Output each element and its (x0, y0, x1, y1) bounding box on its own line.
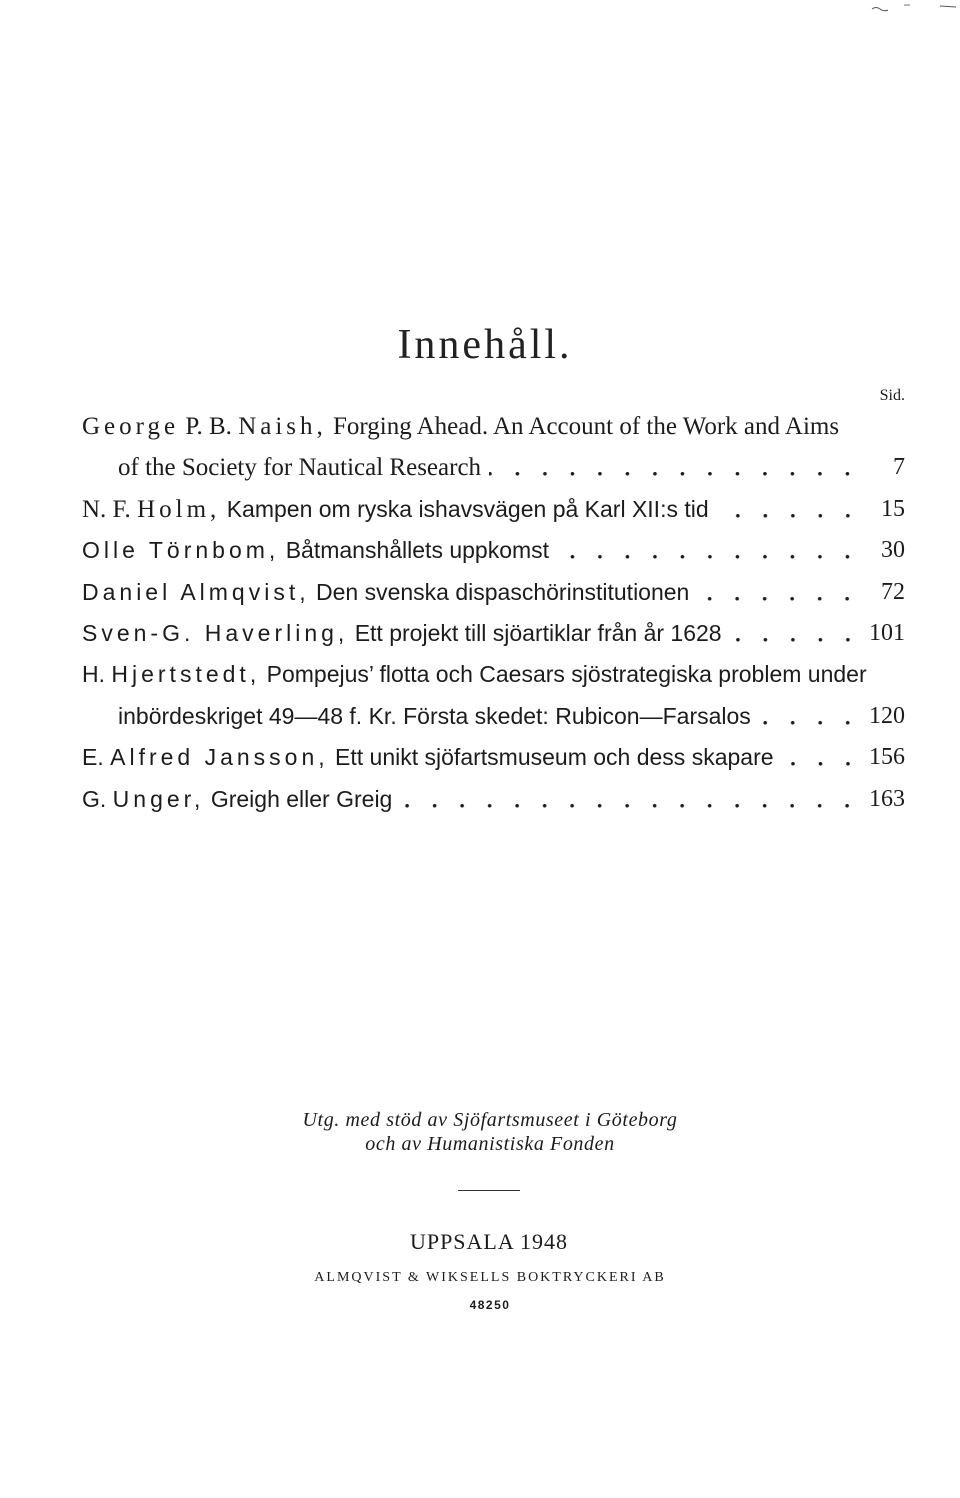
page-number: 30 (881, 537, 905, 564)
author-name: Sven-G. Haverling, (82, 619, 349, 646)
author-initials: G. (82, 785, 107, 812)
imprint-place-year: UPPSALA 1948 (409, 1229, 569, 1254)
entry-title: Greigh eller Greig (210, 785, 393, 812)
entry-title-continued: of the Society for Nautical Research (118, 454, 482, 482)
author-initials: N. F. (82, 495, 131, 523)
entry-title: Pompejus’ flotta och Caesars sjöstrategiska problem under (266, 661, 867, 688)
entry-title: Ett projekt till sjöartiklar från år 1628 (354, 619, 722, 646)
toc-line (82, 406, 905, 447)
dot-leader (782, 737, 853, 778)
page-number: 7 (893, 454, 905, 481)
support-line: och av Humanistiska Fonden (365, 1133, 615, 1155)
page-number: 101 (869, 619, 905, 646)
publication-support-note (0, 1108, 960, 1156)
entry-title: Ett unikt sjöfartsmuseum och dess skapare (335, 744, 774, 771)
toc-entry-text (82, 572, 689, 613)
dot-leader (717, 489, 853, 530)
toc-line (82, 489, 905, 530)
author-name: Alfred Jansson, (110, 744, 329, 771)
author-surname: Naish, (238, 413, 327, 440)
entry-title: Den svenska dispaschörinstitutionen (316, 578, 690, 605)
toc-line (82, 530, 905, 571)
support-line: Utg. med stöd av Sjöfartsmuseet i Göteborg (302, 1109, 678, 1131)
author-first-name: George (82, 413, 180, 440)
imprint-printer: ALMQVIST & WIKSELLS BOKTRYCKERI AB (314, 1270, 666, 1285)
author-initials: H. (82, 661, 105, 688)
dot-leader (557, 530, 853, 571)
toc-line (82, 613, 905, 654)
author-initials: P. B. (185, 413, 232, 440)
author-name: Olle Törnbom, (82, 537, 280, 564)
table-of-contents (82, 406, 905, 820)
toc-entry-text (82, 406, 839, 447)
dot-leader (759, 696, 853, 737)
imprint-print-number: 48250 (469, 1298, 511, 1312)
page-number: 156 (869, 744, 905, 771)
author-initials: E. (82, 744, 104, 771)
dot-leader (697, 572, 853, 613)
toc-entry-text (82, 613, 722, 654)
toc-line (82, 737, 905, 778)
dot-leader (400, 779, 853, 820)
toc-line (82, 447, 905, 488)
toc-entry-text (82, 489, 709, 530)
author-name: Daniel Almqvist, (82, 578, 310, 605)
toc-entry-text (82, 654, 867, 695)
toc-line (82, 572, 905, 613)
page-column-label: Sid. (879, 387, 905, 404)
page-number: 163 (869, 785, 905, 812)
entry-title: Båtmanshållets uppkomst (285, 537, 550, 564)
entry-title-continued: inbördeskriget 49—48 f. Kr. Första skedet: Rubicon—Farsalos (118, 702, 751, 729)
entry-title: Kampen om ryska ishavsvägen på Karl XII:s tid (226, 495, 709, 522)
page-number: 72 (881, 578, 905, 605)
author-surname: Hjertstedt, (111, 661, 261, 688)
page-title: Innehåll. (397, 322, 573, 368)
entry-title: Forging Ahead. An Account of the Work and Aims (333, 413, 840, 440)
author-surname: Unger, (112, 785, 205, 812)
toc-entry-text (82, 530, 549, 571)
page-number: 120 (869, 702, 905, 729)
page-number: 15 (881, 495, 905, 522)
toc-line (82, 654, 905, 695)
toc-line (82, 696, 905, 737)
toc-entry-text (82, 737, 774, 778)
divider-rule (458, 1190, 520, 1191)
scan-marks (860, 0, 960, 16)
toc-line (82, 779, 905, 820)
author-surname: Holm, (137, 495, 221, 523)
dot-leader (730, 613, 853, 654)
dot-leader (489, 447, 853, 488)
toc-entry-text (82, 779, 392, 820)
